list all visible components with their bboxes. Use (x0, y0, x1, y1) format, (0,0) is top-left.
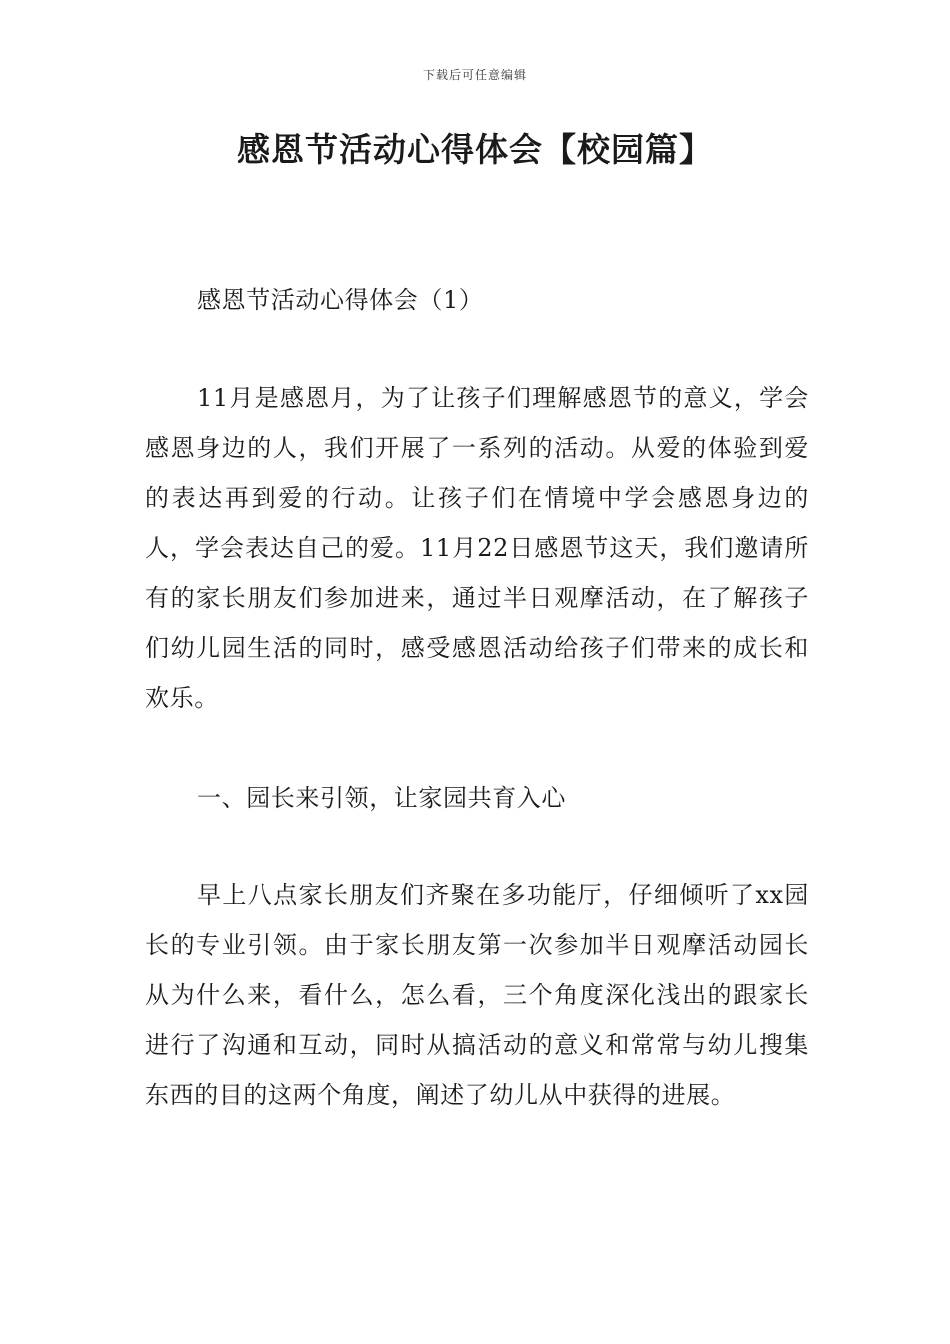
subheading-principal: 一、园长来引领，让家园共育入心 (197, 784, 566, 812)
section-heading: 感恩节活动心得体会（1） (197, 286, 484, 314)
document-title: 感恩节活动心得体会【校园篇】 (237, 130, 713, 169)
paragraph-intro: 11月是感恩月，为了让孩子们理解感恩节的意义，学会感恩身边的人，我们开展了一系列的活动。从爱的体验到爱的表达再到爱的行动。让孩子们在情境中学会感恩身边的人，学会表达自己的爱。11月22日感恩节这天，我们邀请所有的家长朋友们参加进来，通过半日观摩活动，在了解孩子们幼儿园生活的同时，感受感恩活动给孩子们带来的成长和欢乐。 (145, 384, 809, 712)
paragraph-principal: 早上八点家长朋友们齐聚在多功能厅，仔细倾听了xx园长的专业引领。由于家长朋友第一次参加半日观摩活动园长从为什么来，看什么，怎么看，三个角度深化浅出的跟家长进行了沟通和互动，同时从搞活动的意义和常常与幼儿搜集东西的目的这两个角度，阐述了幼儿从中获得的进展。 (145, 881, 809, 1109)
header-note: 下载后可任意编辑 (422, 68, 527, 82)
